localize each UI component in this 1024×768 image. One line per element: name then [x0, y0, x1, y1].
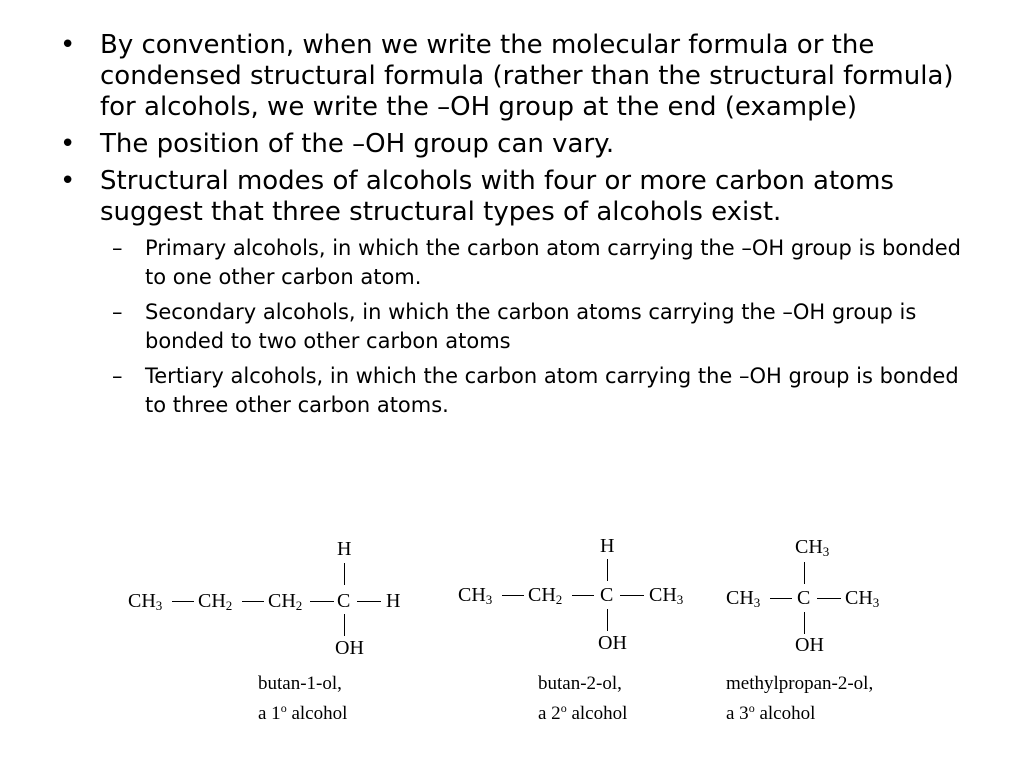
bullet-text: By convention, when we write the molecular formula or the condensed structural formula (rather than the structural formula) for alcohols, we write the –OH group at the end (example): [100, 30, 954, 122]
bond: [770, 598, 792, 599]
atom-ch3: $CH_3$: [795, 536, 830, 559]
bond: [357, 601, 381, 602]
atom-ch3: $CH_3$: [458, 584, 493, 607]
sub-bullet-text: Primary alcohols, in which the carbon atom carrying the –OH group is bonded to one other carbon atom.: [145, 236, 962, 289]
alcohol-type: a 2$^o$ alcohol: [538, 701, 628, 724]
bond: [607, 559, 608, 581]
bond: [804, 562, 805, 584]
alcohol-type: a 3$^o$ alcohol: [726, 701, 816, 724]
atom-ch2: $CH_2$: [198, 590, 233, 613]
alcohol-type: a 1$^o$ alcohol: [258, 701, 348, 724]
molecule-caption: [258, 672, 347, 726]
bond: [242, 601, 264, 602]
atom-carbon: C: [797, 587, 811, 609]
bullet-item: [60, 129, 980, 160]
bullet-text: Structural modes of alcohols with four or more carbon atoms suggest that three structural types of alcohols exist.: [100, 166, 894, 227]
bullet-item: [60, 30, 980, 123]
bullet-item: [60, 166, 980, 228]
bond: [344, 614, 345, 636]
sub-bullet-item: [60, 362, 980, 420]
atom-ch3: $CH_3$: [845, 587, 880, 610]
bullet-text: The position of the –OH group can vary.: [100, 129, 615, 159]
atom-ch3: $CH_3$: [649, 584, 684, 607]
atom-ch2: $CH_2$: [528, 584, 563, 607]
molecule-caption: [538, 672, 627, 726]
hydroxyl-group: OH: [598, 632, 627, 654]
molecule-caption: [726, 672, 873, 726]
sub-bullet-text: Secondary alcohols, in which the carbon atoms carrying the –OH group is bonded to two other carbon atoms: [145, 300, 917, 353]
atom-ch3: $CH_3$: [726, 587, 761, 610]
atom-ch3: $CH_3$: [128, 590, 163, 613]
bond: [620, 595, 644, 596]
hydroxyl-group: OH: [335, 637, 364, 659]
atom-hydrogen: H: [386, 590, 401, 612]
bullet-mark: •: [60, 30, 76, 60]
bond: [172, 601, 194, 602]
bullet-mark: •: [60, 166, 76, 196]
sub-bullet-text: Tertiary alcohols, in which the carbon atom carrying the –OH group is bonded to three other carbon atoms.: [145, 364, 959, 417]
bond: [607, 609, 608, 631]
atom-carbon: C: [337, 590, 351, 612]
hydroxyl-group: OH: [795, 634, 824, 656]
bond: [572, 595, 594, 596]
bullet-mark: •: [60, 129, 76, 159]
sub-bullet-mark: –: [112, 364, 123, 388]
bond: [502, 595, 524, 596]
bond: [817, 598, 841, 599]
molecule-name: butan-2-ol,: [538, 673, 622, 694]
sub-bullet-item: [60, 298, 980, 356]
bond: [804, 612, 805, 634]
atom-hydrogen: H: [337, 538, 352, 560]
atom-hydrogen: H: [600, 535, 615, 557]
molecule-name: butan-1-ol,: [258, 673, 342, 694]
bond: [344, 563, 345, 585]
bond: [310, 601, 334, 602]
sub-bullet-mark: –: [112, 236, 123, 260]
sub-bullet-mark: –: [112, 300, 123, 324]
molecule-name: methylpropan-2-ol,: [726, 673, 874, 694]
atom-ch2: $CH_2$: [268, 590, 303, 613]
atom-carbon: C: [600, 584, 614, 606]
sub-bullet-item: [60, 234, 980, 292]
bullet-list: [60, 30, 980, 426]
